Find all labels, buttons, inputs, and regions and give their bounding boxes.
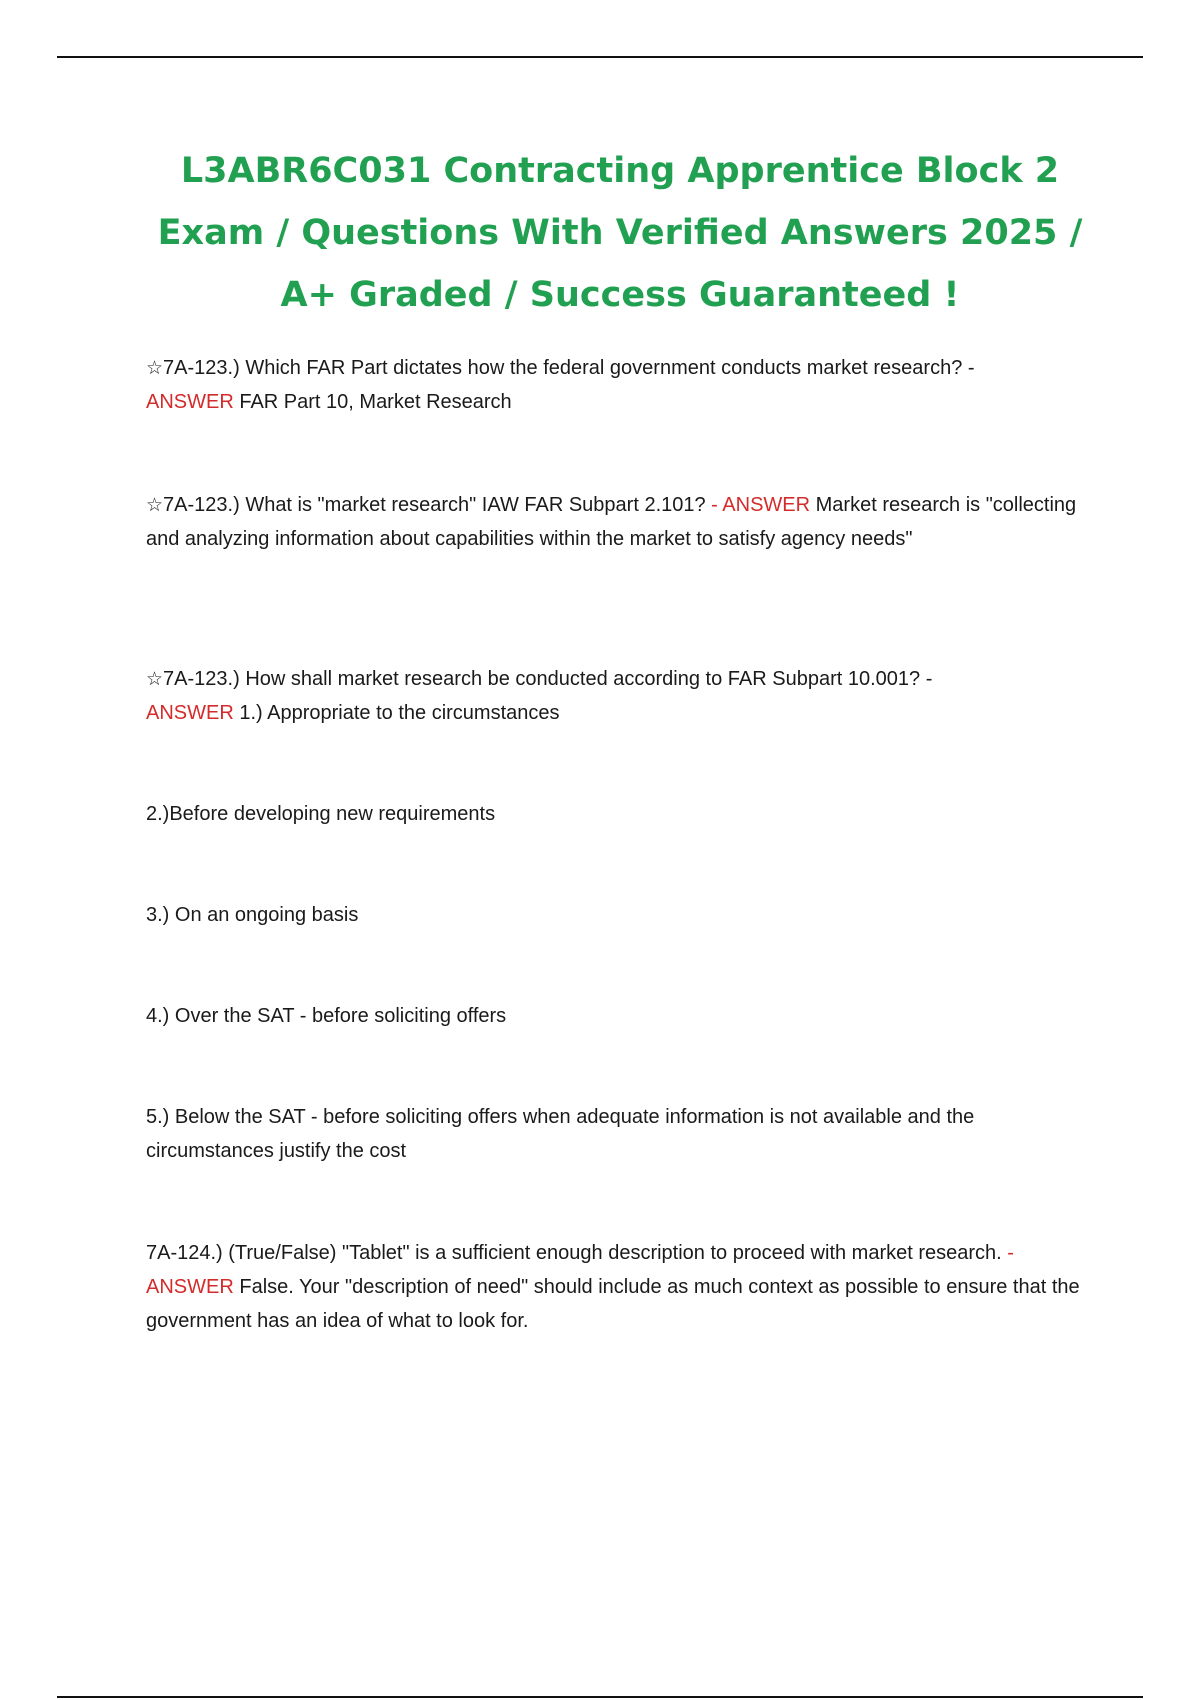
answer-separator: -: [705, 494, 723, 516]
answer-label: ANSWER: [722, 494, 811, 516]
answer-label: ANSWER: [146, 1276, 234, 1298]
list-item: 4.) Over the SAT - before soliciting offers: [146, 1005, 507, 1027]
answer-text: 1.) Appropriate to the circumstances: [233, 702, 560, 724]
answer-separator: -: [1001, 1242, 1014, 1264]
list-item: 3.) On an ongoing basis: [146, 904, 359, 926]
answer-label: ANSWER: [146, 391, 234, 413]
question-text: 7A-123.) Which FAR Part dictates how the federal government conducts market research? -: [163, 357, 975, 379]
question-text: 7A-123.) What is "market research" IAW FAR Subpart 2.101?: [163, 494, 706, 516]
answer-text: False. Your "description of need" should include as much context as possible to ensure that the government has an idea of what to look for.: [146, 1276, 1080, 1332]
question-text: 7A-124.) (True/False) "Tablet" is a sufficient enough description to proceed with market research.: [146, 1242, 1002, 1264]
star-icon: ☆: [146, 357, 164, 379]
question-text: 7A-123.) How shall market research be conducted according to FAR Subpart 10.001? -: [163, 668, 933, 690]
answer-text: Market research is "collecting and analyzing information about capabilities within the market to satisfy agency needs": [146, 494, 1077, 550]
qa-item-3: [146, 662, 1086, 730]
document-title: L3ABR6C031 Contracting Apprentice Block 2 Exam / Questions With Verified Answers 2025 / A+ Graded / Success Guaranteed !: [157, 151, 1083, 315]
top-rule: [57, 56, 1143, 58]
answer-text: FAR Part 10, Market Research: [233, 391, 512, 413]
star-icon: ☆: [146, 668, 164, 690]
star-icon: ☆: [146, 494, 164, 516]
answer-label: ANSWER: [146, 702, 234, 724]
qa-item-2: [146, 488, 1086, 556]
bottom-rule: [57, 1696, 1143, 1698]
list-item: 5.) Below the SAT - before soliciting offers when adequate information is not available and the circumstances justify the cost: [146, 1106, 975, 1162]
qa-item-1: [146, 351, 1086, 419]
list-item: 2.)Before developing new requirements: [146, 803, 496, 825]
qa-item-4: [146, 1236, 1086, 1338]
